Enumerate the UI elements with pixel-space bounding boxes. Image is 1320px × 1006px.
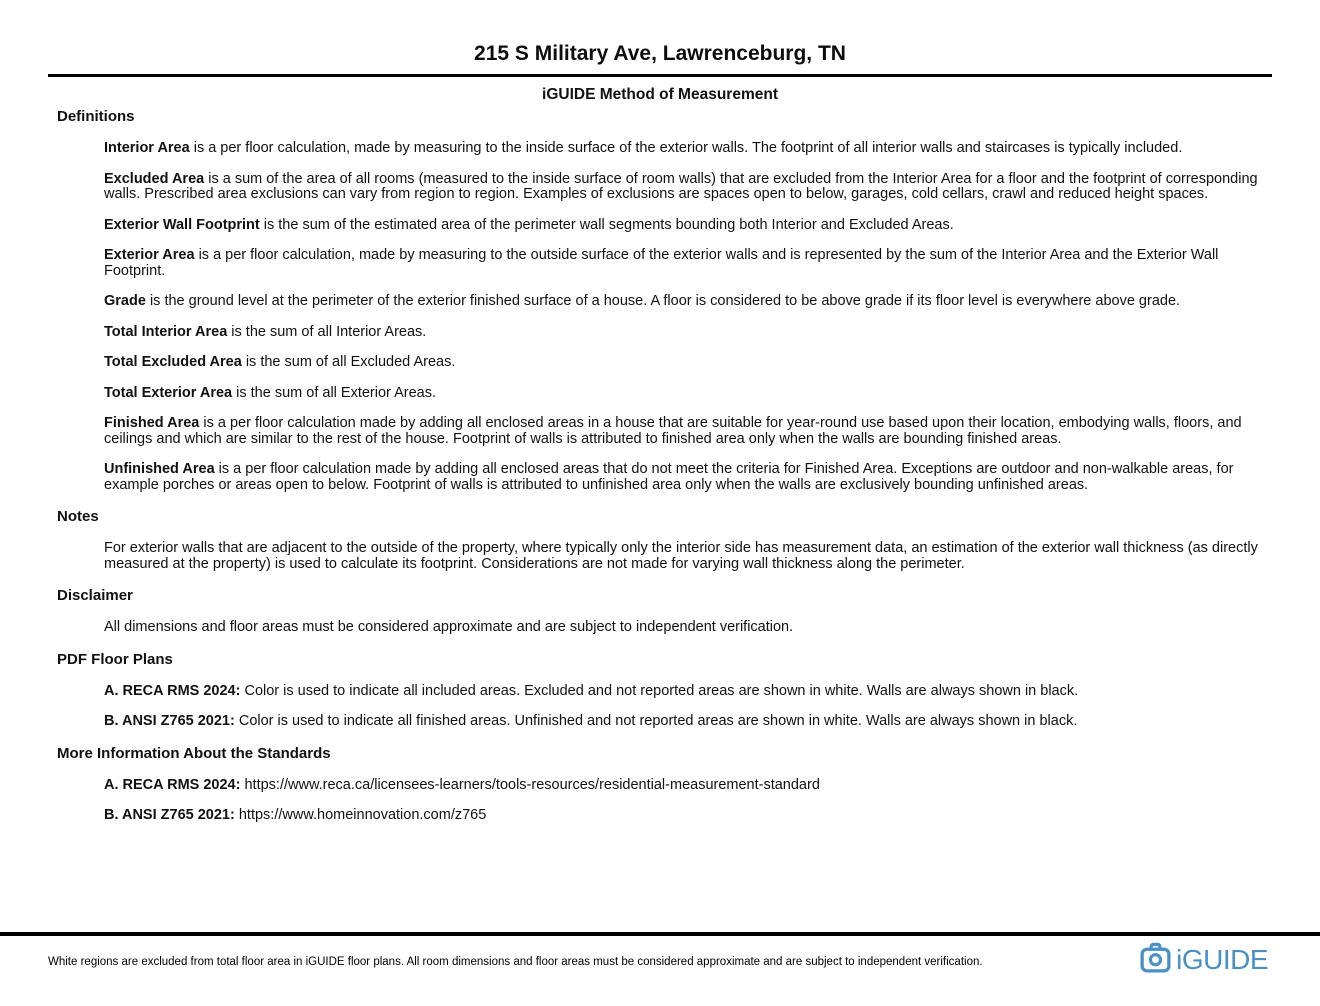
section-heading-definitions: Definitions [57, 108, 135, 125]
document-subtitle: iGUIDE Method of Measurement [542, 86, 778, 103]
definition-text: is the sum of all Excluded Areas. [241, 354, 456, 370]
pdf-floor-plans-item-ansi [104, 714, 1265, 730]
definition-term: Total Exterior Area [104, 384, 233, 401]
definition-unfinished-area [104, 462, 1265, 493]
definition-total-interior-area [104, 325, 1265, 341]
definition-text: is the sum of all Exterior Areas. [232, 384, 437, 401]
section-heading-more-information: More Information About the Standards [57, 744, 331, 762]
header-divider [48, 74, 1272, 77]
definition-total-exterior-area [104, 386, 1265, 402]
page-footer [0, 932, 1320, 1006]
definition-term: Total Excluded Area [104, 354, 242, 370]
definition-term: Grade [104, 293, 146, 309]
definition-text: is the sum of the estimated area of the perimeter wall segments bounding both Interior and Excluded Areas. [259, 216, 954, 233]
standard-text: Color is used to indicate all included areas. Excluded and not reported areas are shown in white. Walls are always shown in black. [240, 682, 1079, 699]
definition-text: is a per floor calculation, made by measuring to the inside surface of the exterior walls. The footprint of all interior walls and staircases is typically included. [189, 140, 1183, 156]
definition-excluded-area [104, 172, 1265, 203]
definition-term: Total Interior Area [104, 323, 228, 340]
definition-text: is the ground level at the perimeter of the exterior finished surface of a house. A floor is considered to be above grade if its floor level is everywhere above grade. [145, 293, 1181, 309]
section-heading-notes: Notes [57, 508, 99, 525]
definition-term: Unfinished Area [104, 461, 215, 477]
definition-text: is a per floor calculation made by adding all enclosed areas that do not meet the criteria for Finished Area. Exceptions are outdoor and non-walkable areas, for example porches or areas open to below. Footprint of walls is attributed to unfinished area only when the walls are exclusively bounding unfinished areas. [104, 461, 1234, 493]
section-heading-pdf-floor-plans: PDF Floor Plans [57, 650, 173, 668]
definition-finished-area [104, 416, 1265, 447]
standard-label: B. ANSI Z765 2021: [104, 713, 235, 729]
definition-text: is a per floor calculation, made by measuring to the outside surface of the exterior walls and is represented by the sum of the Interior Area and the Exterior Wall Footprint. [104, 247, 1219, 279]
standard-label: A. RECA RMS 2024: [104, 776, 241, 793]
definition-text: is the sum of all Interior Areas. [227, 323, 427, 340]
standard-label: A. RECA RMS 2024: [104, 682, 241, 699]
definition-text: is a sum of the area of all rooms (measured to the inside surface of room walls) that are excluded from the Interior Area for a floor and the footprint of corresponding walls. Prescribed area exclusions can vary from region to region. Examples of exclusions are spaces open to below, garages, cold cellars, crawl and reduced height spaces. [104, 170, 1258, 202]
page-title: 215 S Military Ave, Lawrenceburg, TN [474, 42, 846, 65]
iguide-camera-icon [1140, 942, 1171, 978]
more-info-item-ansi [104, 808, 1265, 824]
more-info-item-reca [104, 778, 1265, 794]
pdf-floor-plans-item-reca [104, 684, 1265, 700]
definition-term: Exterior Area [104, 247, 195, 263]
definition-term: Interior Area [104, 140, 190, 156]
section-heading-disclaimer: Disclaimer [57, 587, 133, 604]
iguide-logo-text: iGUIDE [1176, 944, 1268, 975]
definition-text: is a per floor calculation made by adding all enclosed areas in a house that are suitable for year-round use based upon their location, embodying walls, floors, and ceilings and which are similar to the rest of the house. Footprint of walls is attributed to finished area only when the walls are bounding finished areas. [104, 415, 1242, 447]
disclaimer-paragraph: All dimensions and floor areas must be considered approximate and are subject to independent verification. [104, 619, 794, 635]
definition-term: Excluded Area [104, 170, 205, 187]
definition-term: Exterior Wall Footprint [104, 216, 260, 233]
notes-paragraph: For exterior walls that are adjacent to the outside of the property, where typically only the interior side has measurement data, an estimation of the exterior wall thickness (as directly measured at the property) is used to calculate its footprint. Considerations are not made for varying wall thickness along the perimeter. [104, 540, 1258, 572]
standard-text: Color is used to indicate all finished areas. Unfinished and not reported areas are shown in white. Walls are always shown in black. [234, 713, 1078, 729]
definition-exterior-wall-footprint [104, 218, 1265, 234]
standard-url[interactable]: https://www.reca.ca/licensees-learners/tools-resources/residential-measurement-standard [240, 776, 820, 793]
definition-exterior-area [104, 248, 1265, 279]
standard-url[interactable]: https://www.homeinnovation.com/z765 [234, 807, 487, 823]
definition-interior-area [104, 141, 1265, 157]
standard-label: B. ANSI Z765 2021: [104, 807, 235, 823]
footer-disclaimer-text: White regions are excluded from total floor area in iGUIDE floor plans. All room dimensions and floor areas must be considered approximate and are subject to independent verification. [48, 956, 983, 968]
iguide-logo [1140, 942, 1268, 978]
definition-grade [104, 294, 1265, 310]
definition-total-excluded-area [104, 355, 1265, 371]
definition-term: Finished Area [104, 415, 200, 431]
